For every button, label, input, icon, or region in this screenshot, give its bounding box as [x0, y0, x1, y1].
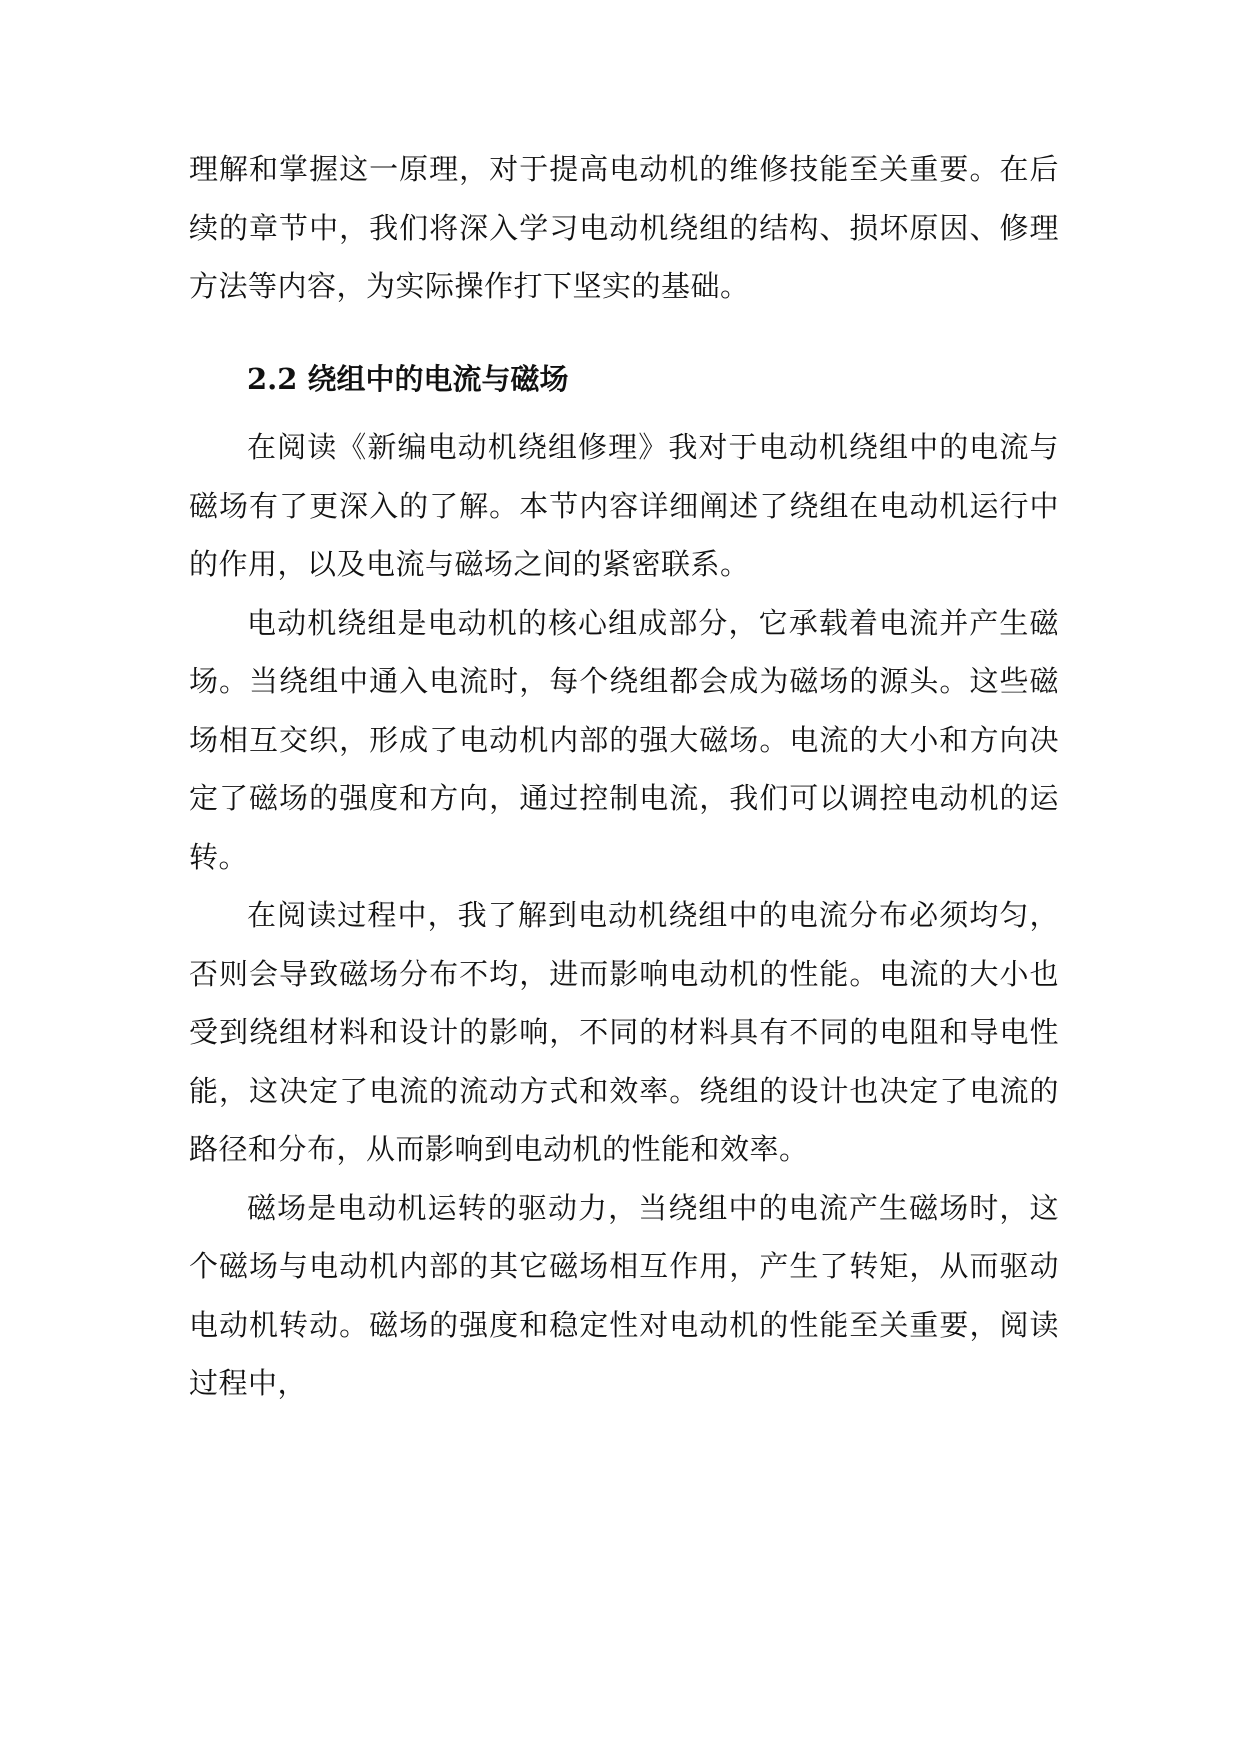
paragraph-winding-role: 电动机绕组是电动机的核心组成部分，它承载着电流并产生磁场。当绕组中通入电流时，每个绕组都会成为磁场的源头。这些磁场相互交织，形成了电动机内部的强大磁场。电流的大小和方向决定了磁场的强度和方向，通过控制电流，我们可以调控电动机的运转。 — [189, 605, 1059, 874]
document-body — [189, 140, 1059, 1413]
section-heading: 2.2 绕组中的电流与磁场 — [247, 361, 569, 396]
paragraph-magnetic-field: 磁场是电动机运转的驱动力，当绕组中的电流产生磁场时，这个磁场与电动机内部的其它磁场相互作用，产生了转矩，从而驱动电动机转动。磁场的强度和稳定性对电动机的性能至关重要，阅读过程中， — [189, 1190, 1059, 1400]
paragraph-current-distribution: 在阅读过程中，我了解到电动机绕组中的电流分布必须均匀，否则会导致磁场分布不均，进而影响电动机的性能。电流的大小也受到绕组材料和设计的影响，不同的材料具有不同的电阻和导电性能，这决定了电流的流动方式和效率。绕组的设计也决定了电流的路径和分布，从而影响到电动机的性能和效率。 — [189, 898, 1059, 1166]
paragraph-intro: 在阅读《新编电动机绕组修理》我对于电动机绕组中的电流与磁场有了更深入的了解。本节内容详细阐述了绕组在电动机运行中的作用，以及电流与磁场之间的紧密联系。 — [189, 430, 1059, 581]
paragraph-continued: 理解和掌握这一原理，对于提高电动机的维修技能至关重要。在后续的章节中，我们将深入学习电动机绕组的结构、损坏原因、修理方法等内容，为实际操作打下坚实的基础。 — [189, 152, 1059, 303]
